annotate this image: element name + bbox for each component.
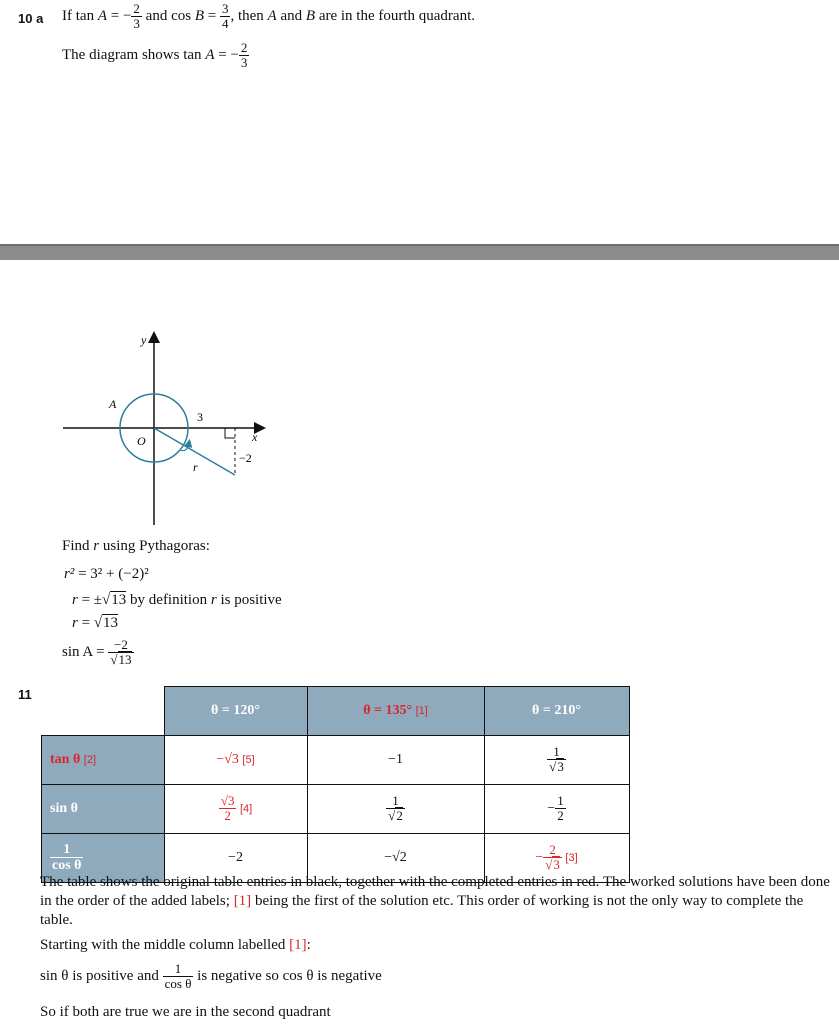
q10-var-a: A xyxy=(97,8,107,25)
cell-tan-120: −√3 [5] xyxy=(164,735,307,784)
label-origin: O xyxy=(137,434,146,448)
label-r: r xyxy=(193,460,198,474)
working-line-2 xyxy=(72,592,282,609)
working-line2-lhs: r xyxy=(72,592,78,608)
label-neg2: −2 xyxy=(239,451,252,465)
unit-circle-diagram xyxy=(55,325,285,535)
cell-tan-135: −1 xyxy=(307,735,484,784)
label-y: y xyxy=(141,333,147,347)
row-label-sec: $\frac{1}{\text{cos θ}}$ xyxy=(42,833,165,882)
para2-end: : xyxy=(306,937,311,953)
cell-sec-210: − $\frac{2}{√3}$ [3] xyxy=(484,833,629,882)
label-x: x xyxy=(252,430,258,444)
question-number-10a: 10 a xyxy=(18,11,44,26)
explanation-paragraph-4 xyxy=(40,1003,331,1022)
para3-part-b: is negative so cos θ is negative xyxy=(197,968,382,985)
para1-tag: [1] xyxy=(233,893,252,909)
header-120: θ = 120° xyxy=(164,687,307,736)
cell-sin-135: $\frac{1}{√2}$ xyxy=(307,784,484,833)
q10-diagram-frac: $\frac{2}{3}$ xyxy=(240,40,248,71)
q10-intro-prefix: If tan xyxy=(62,8,95,25)
working-line2-pm: = ± xyxy=(81,592,103,608)
para4-text: So if both are true we are in the second quadrant xyxy=(40,1004,331,1020)
q10-var-b-2: B xyxy=(305,8,316,25)
right-angle-mark xyxy=(225,428,235,438)
q10-diagram-intro xyxy=(62,41,249,71)
page-divider-edge xyxy=(0,244,839,246)
para2-tag: [1] xyxy=(289,937,307,953)
q10-then: , then xyxy=(230,8,264,25)
q10-frac-a: $\frac{2}{3}$ xyxy=(133,1,140,32)
table-row-sin xyxy=(42,784,630,833)
row-label-tan: tan θ [2] xyxy=(42,735,165,784)
q10-var-a-2: A xyxy=(267,8,277,25)
working-line3-sqrt: √13 xyxy=(93,615,119,631)
find-r-line xyxy=(62,538,210,555)
header-210: θ = 210° xyxy=(484,687,629,736)
working-line-4 xyxy=(62,638,134,668)
para2-text: Starting with the middle column labelled xyxy=(40,937,286,953)
q10-frac-b: $\frac{3}{4}$ xyxy=(221,1,229,32)
explanation-paragraph-1 xyxy=(40,873,835,930)
cell-sin-210: − $\frac{1}{2}$ xyxy=(484,784,629,833)
find-r-var: r xyxy=(93,538,100,554)
cell-tan-210: $\frac{1}{√3}$ xyxy=(484,735,629,784)
page-divider xyxy=(0,244,839,260)
trig-table xyxy=(41,686,630,883)
q10-diagram-eq: = − xyxy=(218,47,239,64)
q10-quadrant-text: are in the fourth quadrant. xyxy=(318,8,476,25)
working-line-1 xyxy=(64,566,149,583)
header-135: θ = 135° [1] xyxy=(307,687,484,736)
q10-statement xyxy=(62,2,475,32)
q10-var-b: B xyxy=(194,8,204,25)
row-label-sin: sin θ xyxy=(42,784,165,833)
q10-eq: = xyxy=(207,8,217,25)
q10-and: and xyxy=(280,8,303,25)
question-number-11: 11 xyxy=(18,687,32,702)
working-line4-lhs: sin A = xyxy=(62,644,105,661)
working-line3-eq: = xyxy=(81,615,91,631)
working-line2-var: r xyxy=(210,592,217,608)
working-line2-text: by definition xyxy=(130,592,208,608)
q10-diagram-text: The diagram shows tan xyxy=(62,47,202,64)
para1-part-b: being the first of the solution etc. This order of working is not the only way to complete the table. xyxy=(40,893,804,928)
cell-sin-120: $\frac{√3}{2}$ [4] xyxy=(164,784,307,833)
cell-sec-135: −√2 xyxy=(307,833,484,882)
working-line2-sqrt: √13 xyxy=(102,592,127,608)
table-header-row xyxy=(42,687,630,736)
label-3: 3 xyxy=(197,410,203,424)
working-line2-end: is positive xyxy=(220,592,282,608)
explanation-paragraph-2 xyxy=(40,936,311,955)
cell-sec-120: −2 xyxy=(164,833,307,882)
explanation-paragraph-3: sin θ is positive and $\frac{1}{\text{cos θ}}$ is negative so cos θ is negative xyxy=(40,961,382,992)
q10-diagram-var-a: A xyxy=(205,47,215,64)
working-line4-frac: $\frac{-2}{√13}$ xyxy=(110,637,132,668)
working-line1-rhs: = 3² + (−2)² xyxy=(78,566,149,582)
para3-part-a: sin θ is positive and xyxy=(40,968,159,985)
para1-part-a: The table shows the original table entries in black, together with the completed entries in red. The worked solutions have been done in the order of the added labels; xyxy=(40,874,830,909)
q10-and-cos: and cos xyxy=(145,8,192,25)
q10-eq-neg: = − xyxy=(110,8,132,25)
working-line-3 xyxy=(72,615,118,632)
label-a: A xyxy=(109,397,117,411)
working-line1-lhs: r² xyxy=(64,566,75,582)
table-row-tan xyxy=(42,735,630,784)
find-r-prefix: Find xyxy=(62,538,90,554)
find-r-suffix: using Pythagoras: xyxy=(102,538,210,554)
working-line3-lhs: r xyxy=(72,615,78,631)
table-corner xyxy=(42,687,165,736)
